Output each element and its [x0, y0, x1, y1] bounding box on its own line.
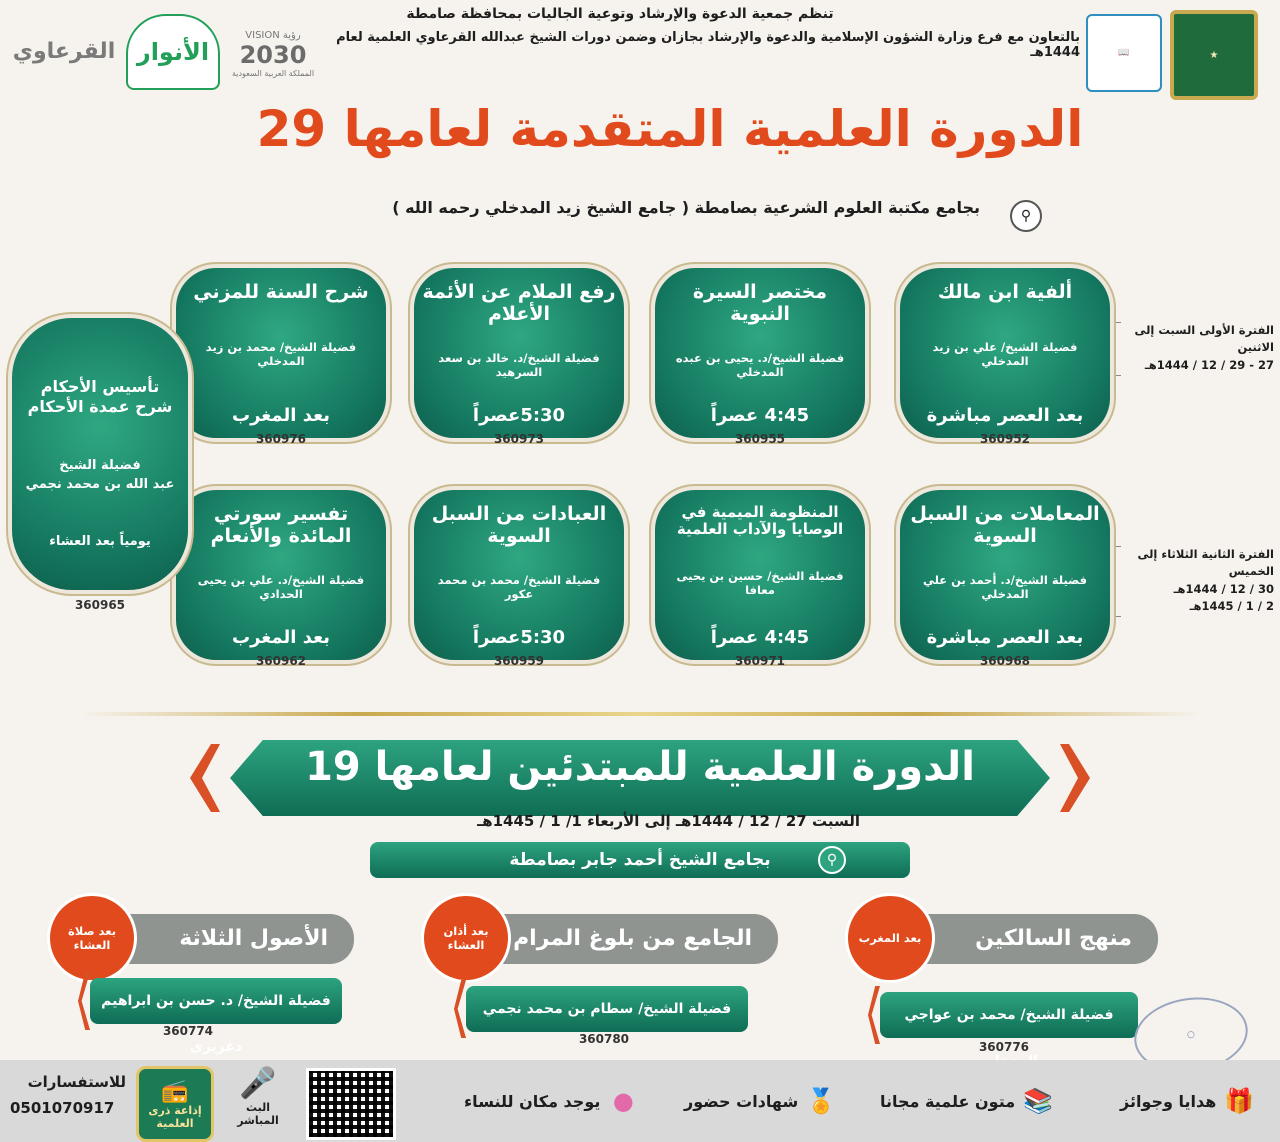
daily-course-title: تأسيس الأحكام — [40, 376, 160, 396]
footer-gifts — [1120, 1084, 1256, 1118]
inquiries — [10, 1070, 126, 1121]
radio-logo[interactable] — [136, 1066, 214, 1142]
beginners-course-time-badge: بعد صلاة العشاء — [50, 896, 134, 980]
course-sheikh: فضيلة الشيخ/ محمد بن محمد عكور — [437, 573, 601, 602]
beginners-course-sheikh: فضيلة الشيخ/ سطام بن محمد نجمي — [466, 986, 748, 1032]
course-card — [655, 490, 865, 660]
header-organizer-line: تنظم جمعية الدعوة والإرشاد وتوعية الجاليات بمحافظة صامطة — [406, 6, 834, 22]
ministry-logo: ★ — [1170, 10, 1258, 100]
location-pin-icon: ⚲ — [1010, 200, 1042, 232]
course-sheikh: فضيلة الشيخ/د. أحمد بن علي المدخلي — [922, 573, 1088, 602]
course-code: 360959 — [493, 654, 545, 668]
footer-texts-label: متون علمية مجانا — [880, 1091, 1016, 1111]
official-stamp: ○ — [1129, 990, 1252, 1079]
course-sheikh: فضيلة الشيخ/د. يحيى بن عبده المدخلي — [675, 351, 845, 380]
course-card — [655, 268, 865, 438]
period-second — [1124, 546, 1274, 615]
course-title: العبادات من السبل السوية — [431, 503, 607, 547]
course-card — [900, 268, 1110, 438]
course-card — [176, 490, 386, 660]
beginners-course-title: منهج السالكين — [868, 914, 1158, 964]
footer-women-label: يوجد مكان للنساء — [464, 1091, 601, 1111]
vision-2030-year: 2030 — [239, 41, 307, 69]
course-time: بعد العصر مباشرة — [926, 405, 1084, 426]
shk-edge-chevron — [868, 986, 880, 1044]
vision-2030-logo — [228, 18, 318, 90]
period-first — [1124, 322, 1274, 374]
woman-icon: ● — [612, 1087, 634, 1115]
beginners-course-time-badge: بعد أذان العشاء — [424, 896, 508, 980]
course-card — [414, 490, 624, 660]
footer-certs-label: شهادات حضور — [684, 1091, 799, 1111]
course-code: 360955 — [734, 432, 786, 446]
course-title: المنظومة الميمية في الوصايا والآداب العلمية — [676, 503, 844, 539]
beginners-course-code: 360780 — [578, 1032, 630, 1046]
advanced-location: بجامع مكتبة العلوم الشرعية بصامطة ( جامع الشيخ زيد المدخلي رحمه الله ) — [392, 198, 980, 217]
course-code: 360968 — [979, 654, 1031, 668]
daily-course-time: يومياً بعد العشاء — [49, 533, 151, 549]
beginners-course-title: الأصول الثلاثة — [64, 914, 354, 964]
course-title: تفسير سورتي المائدة والأنعام — [210, 503, 352, 547]
course-title: ألفية ابن مالك — [937, 281, 1073, 303]
course-time: بعد العصر مباشرة — [926, 627, 1084, 648]
beginners-course-code: 360774 — [162, 1024, 214, 1038]
beginners-dates: السبت 27 / 12 / 1444هـ إلى الأربعاء 1/ 1 / 1445هـ — [477, 812, 860, 830]
shk-edge-chevron — [78, 972, 90, 1030]
banner-chevron-left — [190, 744, 220, 812]
course-sheikh: فضيلة الشيخ/ محمد بن زيد المدخلي — [205, 340, 357, 369]
course-card — [176, 268, 386, 438]
course-code: 360952 — [979, 432, 1031, 446]
live-stream[interactable] — [228, 1066, 288, 1136]
microphone-icon: 🎤 — [239, 1066, 277, 1101]
course-code: 360962 — [255, 654, 307, 668]
beginners-course-title: الجامع من بلوغ المرام — [448, 914, 778, 964]
qarawi-logo: القرعاوي — [12, 38, 116, 64]
banner-chevron-right — [1060, 744, 1090, 812]
beginners-course-sheikh: فضيلة الشيخ/ محمد بن عواجي — [880, 992, 1138, 1038]
course-title: المعاملات من السبل السوية — [910, 503, 1100, 547]
period-first-label: الفترة الأولى السبت إلى الاثنين — [1134, 323, 1274, 355]
beginners-course-sheikh: فضيلة الشيخ/ د. حسن بن ابراهيم دغريري — [90, 978, 342, 1024]
beginners-course-title: الدورة العلمية للمبتدئين لعامها 19 — [305, 744, 975, 790]
course-code: 360973 — [493, 432, 545, 446]
course-time: 5:30عصراً — [472, 405, 566, 426]
radio-icon: 📻 — [161, 1078, 189, 1104]
daily-course-sheikh-label: فضيلة الشيخ — [59, 457, 141, 473]
course-card — [414, 268, 624, 438]
beginners-course-time-badge: بعد المغرب — [848, 896, 932, 980]
footer-women — [464, 1084, 640, 1118]
course-title: شرح السنة للمزني — [193, 281, 369, 303]
period-second-label: الفترة الثانية الثلاثاء إلى الخميس — [1137, 547, 1274, 579]
gift-icon: 🎁 — [1224, 1087, 1255, 1115]
footer-certs — [684, 1084, 838, 1118]
course-title: مختصر السيرة النبوية — [692, 281, 828, 325]
course-time: 5:30عصراً — [472, 627, 566, 648]
header-cooperation-line: بالتعاون مع فرع وزارة الشؤون الإسلامية والدعوة والإرشاد بجازان وضمن دورات الشيخ عبدالله القرعاوي العلمية لعام 1444هـ — [336, 30, 1080, 60]
daily-course-sheikh: عبد الله بن محمد نجمي — [25, 477, 175, 493]
course-sheikh: فضيلة الشيخ/ حسين بن يحيى معافا — [676, 568, 844, 597]
footer-texts — [880, 1084, 1055, 1118]
vision-2030-top: VISION رؤية — [245, 30, 301, 41]
advanced-course-title: الدورة العلمية المتقدمة لعامها 29 — [256, 100, 1084, 158]
live-stream-label: البث المباشر — [237, 1101, 279, 1127]
course-code: 360976 — [255, 432, 307, 446]
course-card — [900, 490, 1110, 660]
daily-course-subtitle: شرح عمدة الأحكام — [27, 397, 173, 417]
beginners-course-code: 360776 — [978, 1040, 1030, 1054]
period-bracket — [1112, 322, 1121, 376]
section-divider — [80, 712, 1200, 716]
period-second-date-b: 2 / 1 / 1445هـ — [1189, 598, 1274, 613]
course-time: بعد المغرب — [231, 627, 331, 648]
course-sheikh: فضيلة الشيخ/ علي بن زيد المدخلي — [932, 340, 1078, 369]
location-pin-icon: ⚲ — [818, 846, 846, 874]
qr-code-icon[interactable] — [306, 1068, 396, 1140]
course-time: 4:45 عصراً — [710, 627, 810, 648]
course-sheikh: فضيلة الشيخ/د. خالد بن سعد السرهيد — [438, 351, 600, 380]
period-bracket — [1112, 546, 1121, 617]
radio-label: إذاعة ذرى العلمية — [148, 1103, 202, 1130]
books-icon: 📚 — [1023, 1087, 1054, 1115]
certificate-icon: 🏅 — [806, 1087, 837, 1115]
course-time: 4:45 عصراً — [710, 405, 810, 426]
daily-course-card — [12, 318, 188, 590]
period-second-date-a: 30 / 12 / 1444هـ — [1173, 581, 1274, 596]
beginners-location: بجامع الشيخ أحمد جابر بصامطة — [370, 842, 910, 878]
footer-gifts-label: هدايا وجوائز — [1120, 1091, 1217, 1111]
course-title: رفع الملام عن الأئمة الأعلام — [422, 281, 616, 325]
anwar-logo: الأنوار — [126, 14, 220, 90]
daily-course-code: 360965 — [74, 598, 126, 612]
inquiries-phone[interactable]: 0501070917 — [10, 1098, 115, 1117]
course-sheikh: فضيلة الشيخ/د. علي بن يحيى الحدادي — [197, 573, 365, 602]
association-logo: 📖 — [1086, 14, 1162, 92]
vision-2030-sub: المملكة العربية السعودية — [231, 69, 315, 78]
course-time: بعد المغرب — [231, 405, 331, 426]
course-code: 360971 — [734, 654, 786, 668]
inquiries-label: للاستفسارات — [27, 1073, 126, 1091]
period-first-dates: 27 - 29 / 12 / 1444هـ — [1144, 357, 1274, 372]
shk-edge-chevron — [454, 980, 466, 1038]
